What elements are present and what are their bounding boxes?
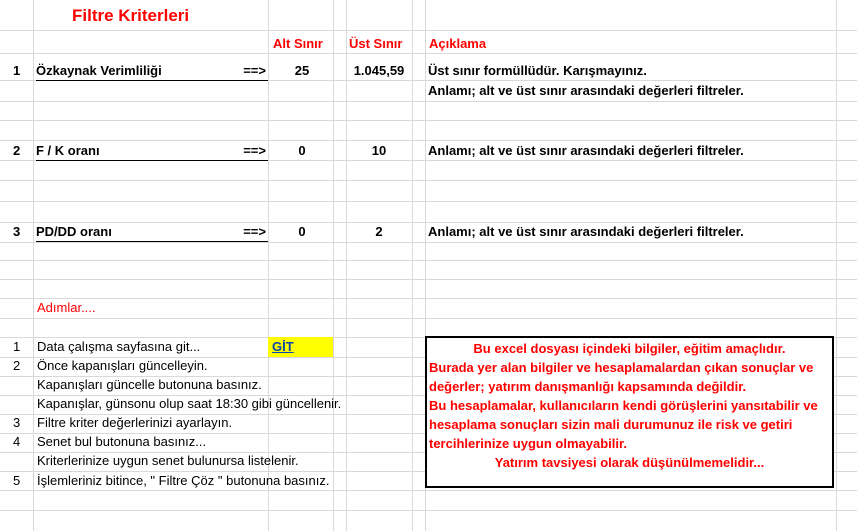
grid-row (0, 101, 857, 102)
criterion-description: Üst sınır formüllüdür. Karışmayınız. (428, 63, 647, 78)
step-number: 5 (13, 473, 21, 488)
steps-title: Adımlar.... (37, 300, 96, 315)
step-text: Kapanışlar, günsonu olup saat 18:30 gibi güncellenir. (37, 396, 342, 411)
step-text: Filtre kriter değerlerinizi ayarlayın. (37, 415, 233, 430)
criterion-number: 2 (13, 143, 21, 158)
step-number: 1 (13, 339, 21, 354)
criterion-lower-value[interactable]: 0 (298, 224, 306, 239)
criterion-arrow: ==> (243, 143, 266, 158)
grid-row (0, 53, 857, 54)
header-upper-limit: Üst Sınır (349, 36, 403, 51)
disclaimer-line: tercihlerinize uygun olmayabilir. (429, 436, 627, 451)
disclaimer-line: Bu hesaplamalar, kullanıcıların kendi görüşlerini yansıtabilir ve (429, 398, 818, 413)
criterion-number: 1 (13, 63, 21, 78)
git-cell (268, 337, 333, 357)
grid-row (0, 279, 857, 280)
criterion-lower-value[interactable]: 0 (298, 143, 306, 158)
header-lower-limit: Alt Sınır (273, 36, 323, 51)
step-text: Senet bul butonuna basınız... (37, 434, 207, 449)
grid-row (0, 140, 857, 141)
disclaimer-line: hesaplama sonuçları sizin mali durumunuz ile risk ve getiri (429, 417, 793, 432)
grid-row (0, 318, 857, 319)
grid-row (0, 30, 857, 31)
step-text: Kapanışları güncelle butonuna basınız. (37, 377, 262, 392)
page-title: Filtre Kriterleri (72, 6, 190, 25)
criterion-name (36, 223, 268, 242)
grid-row (0, 120, 857, 121)
step-number: 3 (13, 415, 21, 430)
criterion-description: Anlamı; alt ve üst sınır arasındaki değerleri filtreler. (428, 224, 744, 239)
step-text: Data çalışma sayfasına git... (37, 339, 201, 354)
disclaimer-box (425, 336, 834, 488)
criterion-upper-value[interactable]: 1.045,59 (353, 63, 405, 78)
disclaimer-line: Bu excel dosyası içindeki bilgiler, eğitim amaçlıdır. (473, 341, 786, 356)
disclaimer-line: Yatırım tavsiyesi olarak düşünülmemelidir... (494, 455, 765, 470)
criterion-description: Anlamı; alt ve üst sınır arasındaki değerleri filtreler. (428, 143, 744, 158)
step-text: Önce kapanışları güncelleyin. (37, 358, 208, 373)
criterion-upper-value[interactable]: 10 (371, 143, 387, 158)
criterion-description: Anlamı; alt ve üst sınır arasındaki değerleri filtreler. (428, 83, 744, 98)
grid-row (0, 201, 857, 202)
criterion-name (36, 142, 268, 161)
disclaimer-line: değerler; yatırım danışmanlığı kapsamında değildir. (429, 379, 747, 394)
step-number: 4 (13, 434, 21, 449)
disclaimer-line: Burada yer alan bilgiler ve hesaplamalardan çıkan sonuçlar ve (429, 360, 814, 375)
grid-row (0, 510, 857, 511)
criterion-name-label: F / K oranı (36, 143, 100, 158)
step-text: Kriterlerinize uygun senet bulunursa listelenir. (37, 453, 299, 468)
header-description: Açıklama (429, 36, 487, 51)
criterion-arrow: ==> (243, 63, 266, 78)
criterion-arrow: ==> (243, 224, 266, 239)
step-text: İşlemleriniz bitince, " Filtre Çöz " butonuna basınız. (37, 473, 330, 488)
grid-row (0, 260, 857, 261)
step-number: 2 (13, 358, 21, 373)
grid-row (0, 180, 857, 181)
criterion-number: 3 (13, 224, 21, 239)
git-link[interactable]: GİT (272, 339, 294, 354)
grid-row (0, 490, 857, 491)
grid-row (0, 298, 857, 299)
criterion-upper-value[interactable]: 2 (375, 224, 383, 239)
criterion-lower-value[interactable]: 25 (294, 63, 310, 78)
criterion-name-label: PD/DD oranı (36, 224, 112, 239)
criterion-name-label: Özkaynak Verimliliği (36, 63, 162, 78)
criterion-name (36, 62, 268, 81)
grid-row (0, 242, 857, 243)
